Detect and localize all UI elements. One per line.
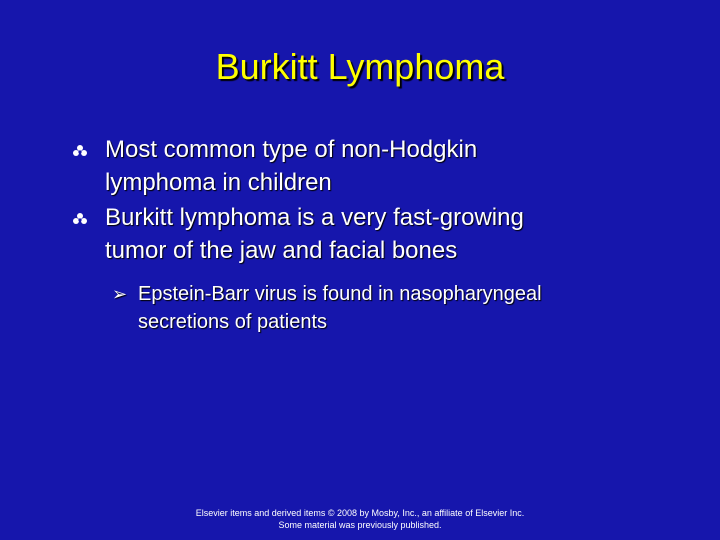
footer-line: Some material was previously published. (278, 520, 442, 530)
slide-title: Burkitt Lymphoma (215, 46, 505, 87)
bullet-text-line: tumor of the jaw and facial bones (105, 237, 458, 264)
bullet-item (72, 201, 672, 267)
sub-bullet-item (112, 280, 672, 336)
bullet-text-line: Burkitt lymphoma is a very fast-growing (105, 204, 524, 231)
bullet-text-line: Most common type of non-Hodgkin (105, 136, 478, 163)
bullet-text-line: lymphoma in children (105, 169, 332, 196)
sub-bullet-list (112, 280, 672, 336)
flower-bullet-icon (72, 144, 88, 158)
sub-bullet-text-line: Epstein-Barr virus is found in nasopharyngeal (138, 283, 542, 305)
footer-line: Elsevier items and derived items © 2008 by Mosby, Inc., an affiliate of Elsevier Inc. (195, 508, 525, 518)
bullet-list (72, 133, 672, 269)
copyright-footer (0, 507, 720, 531)
flower-bullet-icon (72, 212, 88, 226)
arrowhead-bullet-icon: ➢ (112, 284, 128, 304)
bullet-item (72, 133, 672, 199)
sub-bullet-text-line: secretions of patients (138, 311, 327, 333)
